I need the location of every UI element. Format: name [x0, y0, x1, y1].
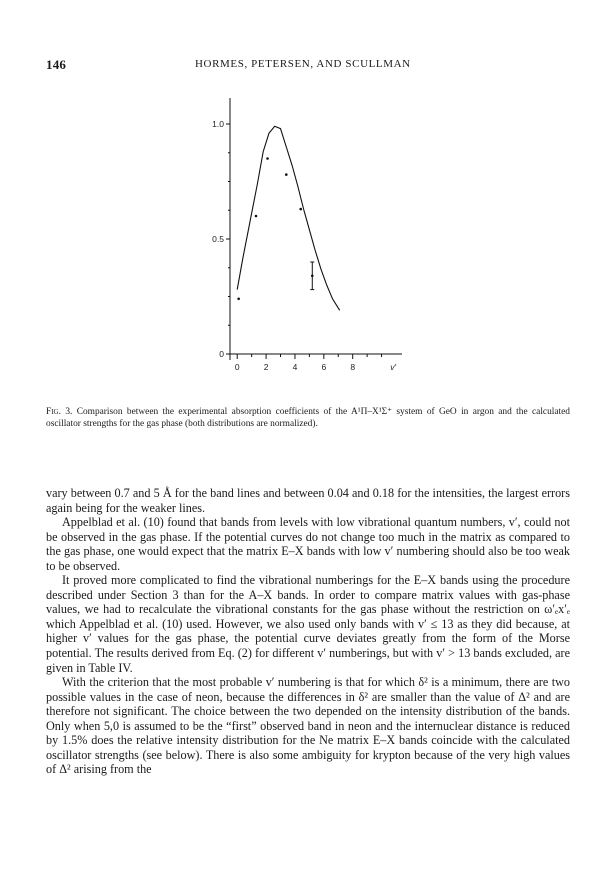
- figure-3: [190, 86, 420, 396]
- x-tick-label-6: 6: [321, 362, 327, 372]
- y-tick-labels: [212, 119, 224, 359]
- body-text: [46, 486, 570, 777]
- y-ticks: [226, 124, 230, 354]
- x-tick-label-0: 0: [234, 362, 240, 372]
- running-head: HORMES, PETERSEN, AND SCULLMAN: [195, 58, 411, 70]
- x-tick-label-4: 4: [292, 362, 298, 372]
- y-tick-label-0: 0: [219, 349, 224, 359]
- x-ticks: [237, 354, 381, 359]
- x-tick-label-8: 8: [350, 362, 356, 372]
- figure-caption: [46, 406, 570, 431]
- y-tick-label-0.5: 0.5: [212, 234, 224, 244]
- paragraph-3: It proved more complicated to find the vibrational numberings for the E–X bands using the procedure described under Section 3 than for the A–X bands. In order to compare matrix values with gas-phase values, we had to recalculate the vibrational constants for the gas phase without the restriction on ω′ₑx′ₑ which Appelblad et al. (10) used. However, we also used only bands with v′ ≤ 13 as they did because, at higher v′ values for the gas phase, the potential curve deviates greatly from the form of the Morse potential. The results derived from Eq. (2) for different v′ numberings, but with v′ > 13 bands excluded, are given in Table IV.: [46, 573, 570, 675]
- paragraph-2: Appelblad et al. (10) found that bands from levels with low vibrational quantum numbers, v′, could not be observed in the gas phase. If the potential curves do not change too much in the matrix as compared to the gas phase, one would expect that the matrix E–X bands with low v′ numbering should also be too weak to be observed.: [46, 515, 570, 573]
- experimental-point: [285, 173, 288, 176]
- experimental-point: [237, 298, 240, 301]
- x-tick-label-2: 2: [263, 362, 269, 372]
- calculated-oscillator-strength-curve: [237, 126, 340, 310]
- figure-3-plot: [190, 86, 420, 396]
- x-axis-label: v′: [390, 362, 397, 372]
- experimental-point: [255, 215, 258, 218]
- page-number: 146: [46, 57, 67, 72]
- experimental-point: [266, 157, 269, 160]
- experimental-point: [299, 208, 302, 211]
- figure-caption-text: Comparison between the experimental absorption coefficients of the A¹Π–X¹Σ⁺ system of GeO in argon and the calculated oscillator strengths for the gas phase (both distributions are normalized).: [46, 407, 570, 430]
- x-tick-labels: [235, 362, 355, 372]
- y-tick-label-1.0: 1.0: [212, 119, 224, 129]
- paragraph-1: vary between 0.7 and 5 Å for the band lines and between 0.04 and 0.18 for the intensities, the largest errors again being for the weaker lines.: [46, 486, 570, 515]
- figure-caption-label: Fig. 3.: [46, 407, 73, 417]
- paragraph-4: With the criterion that the most probable v′ numbering is that for which δ² is a minimum, there are two possible values in the case of neon, because the differences in δ² are smaller than the value of Δ² and are therefore not significant. The choice between the two depended on the intensity distribution of the bands. Only when 5,0 is assumed to be the “first” observed band in neon and the internuclear distance is reduced by 1.5% does the relative intensity distribution for the Ne matrix E–X bands coincide with the calculated oscillator strengths (see below). There is also some ambiguity for krypton because of the very high values of Δ² arising from the: [46, 675, 570, 777]
